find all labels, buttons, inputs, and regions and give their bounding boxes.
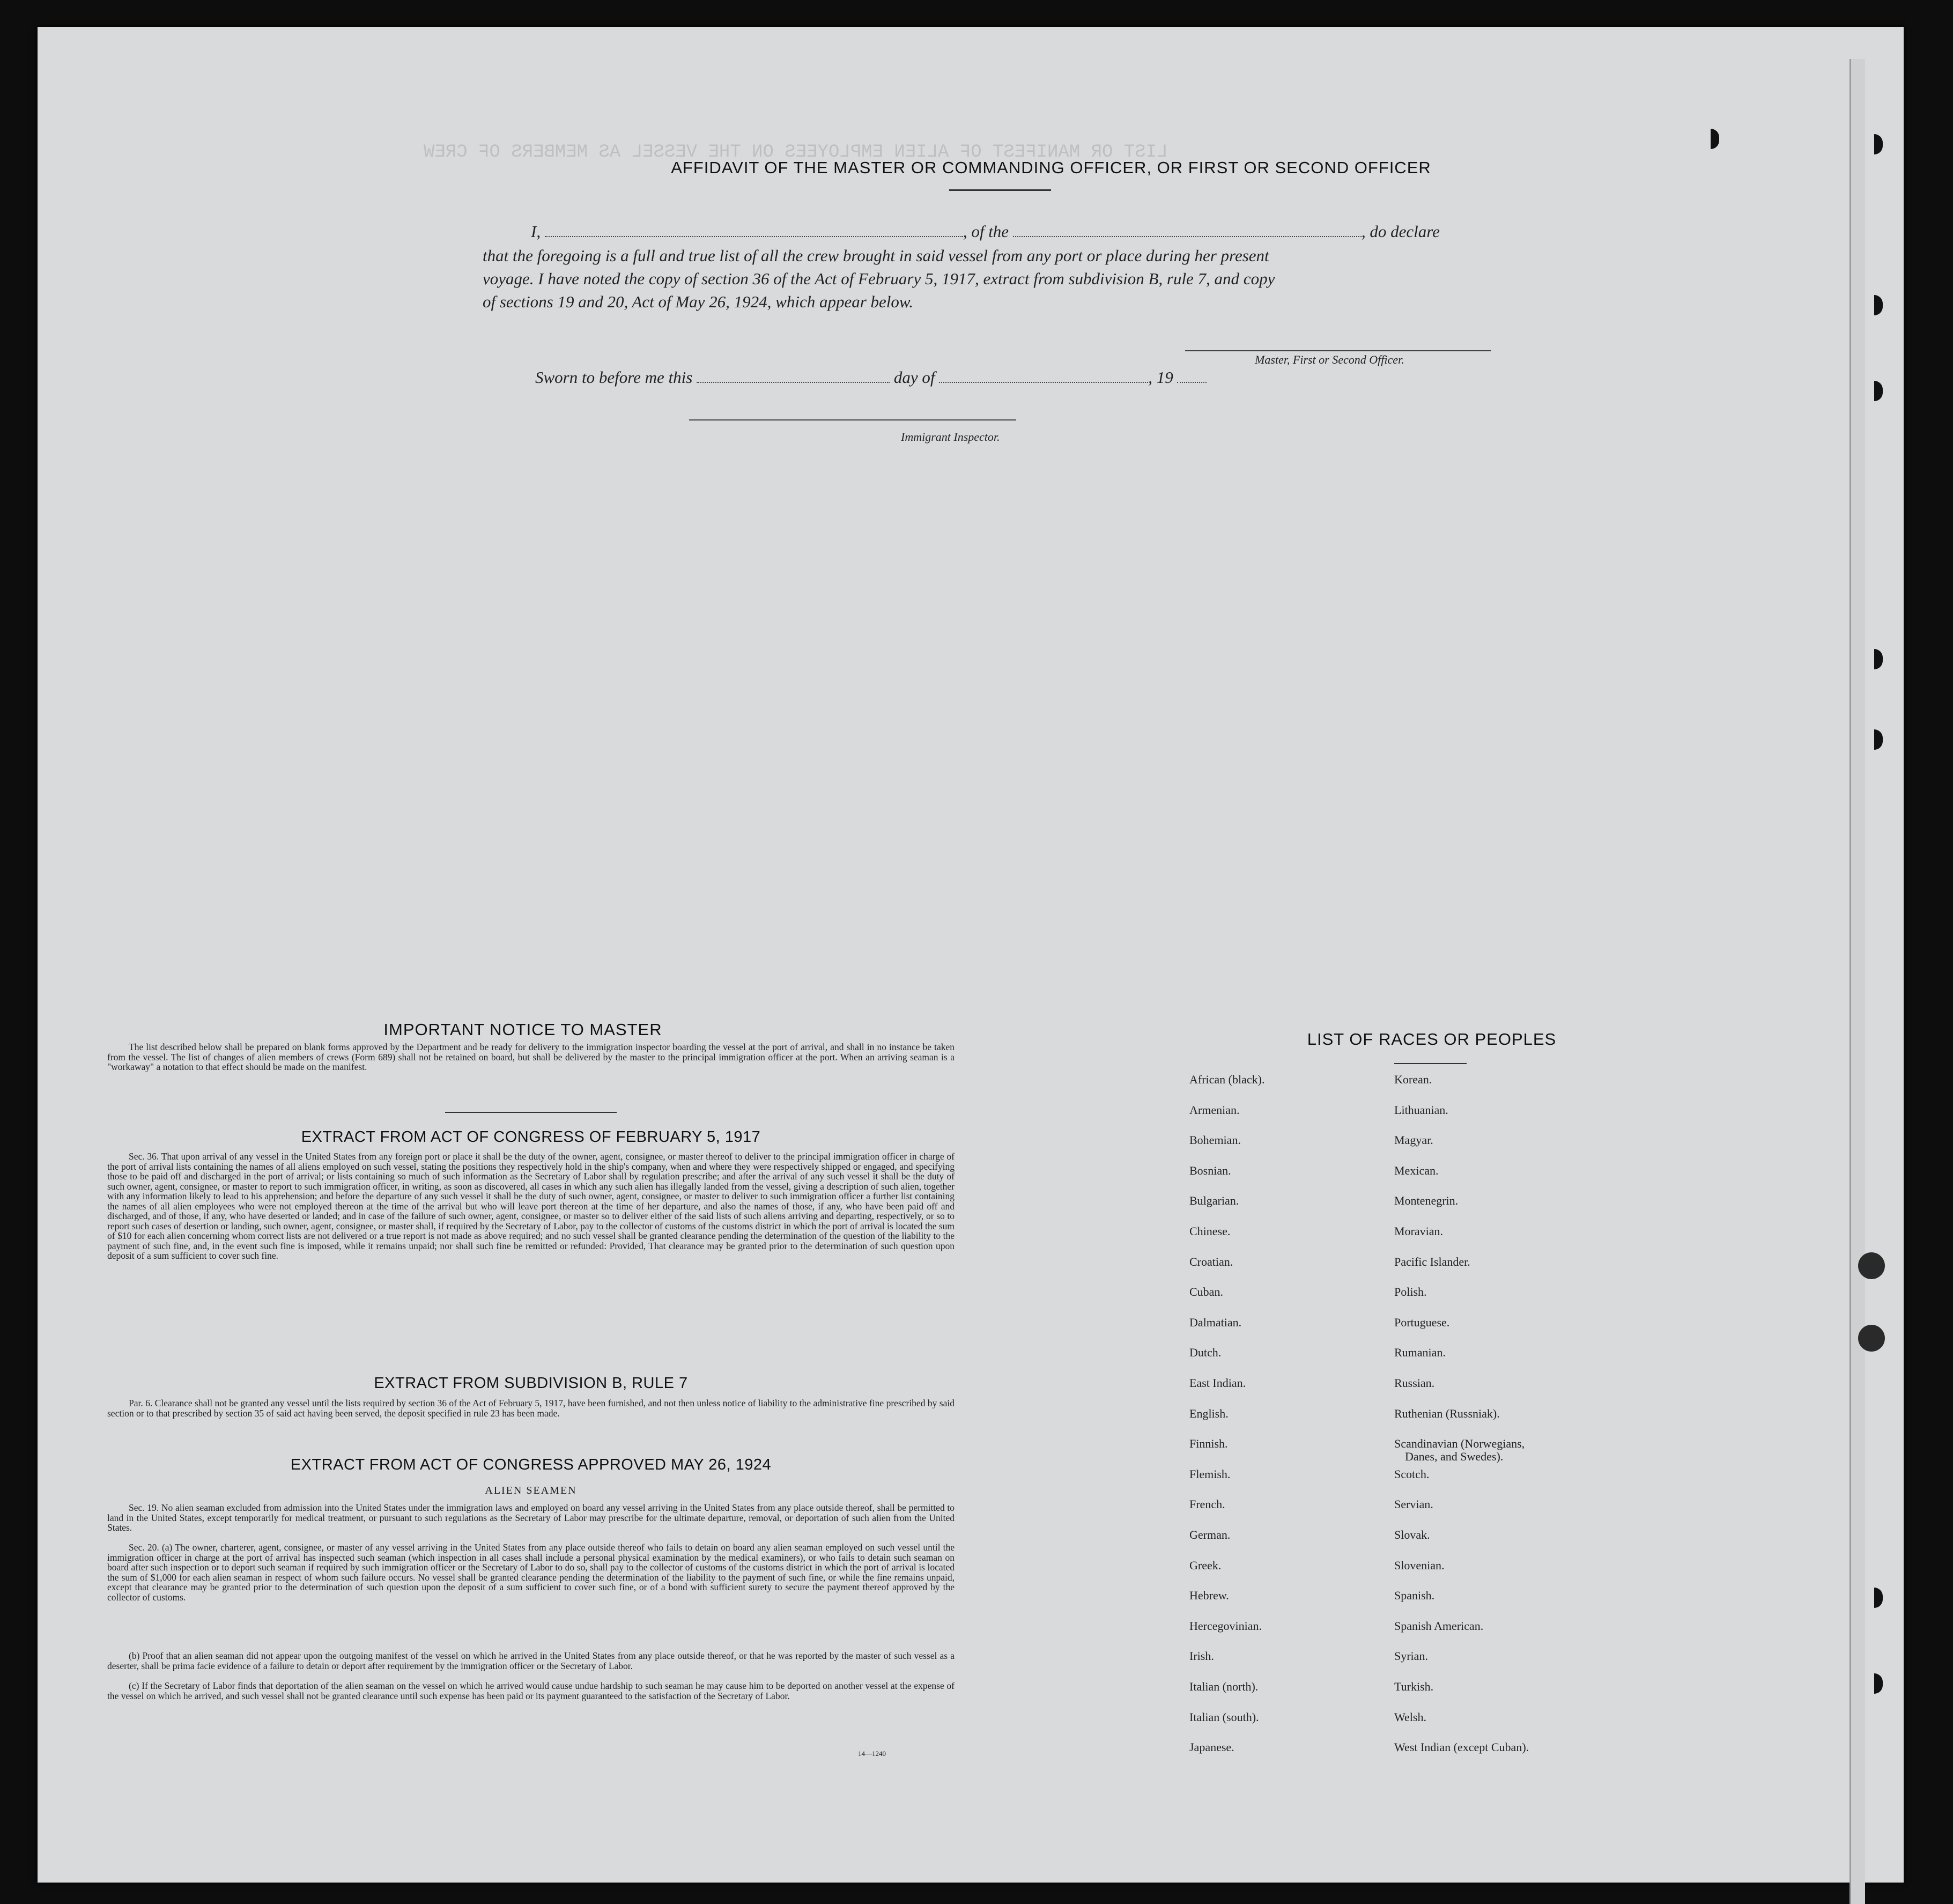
inspector-signature-line[interactable] — [689, 419, 1016, 420]
race-item: Spanish American. — [1394, 1619, 1484, 1633]
stacked-page-edge — [1850, 59, 1865, 1904]
binder-hole — [1874, 295, 1883, 315]
extract-1924-sec20b: (b) Proof that an alien seaman did not appear upon the outgoing manifest of the vessel on which he arrived in the United States from any place outside thereof, or that he was reported by the master of such vessel as a deserter, shall be prima facie evidence of a failure to detain or deport after requirement by the immigration officer or the Secretary of Labor. — [107, 1650, 955, 1671]
binder-hole — [1874, 134, 1883, 154]
binder-hole — [1874, 381, 1883, 401]
race-item: Hebrew. — [1189, 1589, 1229, 1603]
race-item: Servian. — [1394, 1497, 1433, 1511]
race-item: Lithuanian. — [1394, 1103, 1448, 1117]
binder-hole — [1874, 649, 1883, 669]
race-item: Ruthenian (Russniak). — [1394, 1406, 1500, 1420]
race-item: Scandinavian (Norwegians, — [1394, 1437, 1525, 1451]
race-item: Chinese. — [1189, 1224, 1231, 1238]
master-signature-line[interactable] — [1185, 350, 1491, 351]
affidavit-of-the-label: , of the — [963, 222, 1009, 241]
race-item: Armenian. — [1189, 1103, 1240, 1117]
sworn-day-field[interactable] — [697, 382, 890, 383]
race-item: Italian (south). — [1189, 1710, 1259, 1724]
affidavit-do-declare-label: , do declare — [1361, 222, 1440, 241]
race-item: Irish. — [1189, 1649, 1214, 1663]
master-signature-caption: Master, First or Second Officer. — [1255, 353, 1404, 366]
affidavit-text-line-2: voyage. I have noted the copy of section 36 of the Act of February 5, 1917, extract from subdivision B, rule 7, and copy — [483, 269, 1275, 288]
race-item: Portuguese. — [1394, 1315, 1450, 1329]
race-item: Bohemian. — [1189, 1133, 1241, 1147]
race-item: Danes, and Swedes). — [1405, 1450, 1504, 1464]
race-item: Magyar. — [1394, 1133, 1433, 1147]
vessel-name-field[interactable] — [1013, 236, 1362, 237]
sworn-line — [535, 366, 1207, 389]
binder-hole — [1858, 1325, 1885, 1352]
extract-1924-sec20c: (c) If the Secretary of Labor finds that deportation of the alien seaman on the vessel on which he arrived would cause undue hardship to such seaman he may cause him to be deported on another vessel at the expense of the vessel on which he arrived, and such vessel shall not be granted clearance until such expense has been paid or its payment guaranteed to the satisfaction of the Secretary of Labor. — [107, 1680, 955, 1701]
binder-hole — [1858, 1252, 1885, 1279]
extract-1917-title: EXTRACT FROM ACT OF CONGRESS OF FEBRUARY 5, 1917 — [301, 1128, 761, 1146]
year-prefix-label: , 19 — [1148, 368, 1173, 387]
race-item: Slovak. — [1394, 1528, 1430, 1541]
races-title: LIST OF RACES OR PEOPLES — [1307, 1030, 1557, 1049]
day-of-label: day of — [893, 368, 935, 387]
race-item: Turkish. — [1394, 1680, 1434, 1693]
affidavit-text-line-1: that the foregoing is a full and true list of all the crew brought in said vessel from any port or place during her present — [483, 246, 1269, 265]
document-page — [38, 27, 1904, 1883]
race-item: Finnish. — [1189, 1437, 1228, 1451]
race-item: Cuban. — [1189, 1285, 1223, 1299]
extract-1917-body: Sec. 36. That upon arrival of any vessel in the United States from any foreign port or place it shall be the duty of the owner, agent, consignee, or master thereof to deliver to the principal immigration officer in charge of the port of arrival lists containing the names of all aliens employed on such vessel, stating the positions they respectively hold in the ship's company, when and where they were respectively shipped or engaged, and specifying those to be paid off and discharged in the port of arrival; or lists containing so much of such information as the Secretary of Labor shall by regulation prescribe; and after the arrival of any such vessel it shall be the duty of such owner, agent, consignee, or master to report to such immigration officer, in writing, as soon as discovered, all cases in which any such alien has illegally landed from the vessel, giving a description of such alien, together with any information likely to lead to his apprehension; and before the departure of any such vessel it shall be the duty of such owner, agent, consignee, or master to deliver to such immigration officer a further list containing the names of all alien employees who were not employed thereon at the time of the arrival but who will leave port thereon at the time of her departure, and also the names of those, if any, who have been paid off and discharged, and of those, if any, who have deserted or landed; and in case of the failure of such owner, agent, consignee, or master so to deliver either of the said lists of such aliens arriving and departing, respectively, or so to report such cases of desertion or landing, such owner, agent, consignee, or master shall, if required by the Secretary of Labor, pay to the collector of customs of the customs district in which the port of arrival is located the sum of $10 for each alien concerning whom correct lists are not delivered or a true report is not made as above required; and no such vessel shall be granted clearance pending the determination of the question of the liability to the payment of such fine, and, in the event such fine is imposed, while it remains unpaid; nor shall such fine be remitted or refunded: Provided, That clearance may be granted prior to the determination of such question upon deposit of a sum sufficient to cover such fine. — [107, 1151, 955, 1261]
officer-name-field[interactable] — [545, 236, 963, 237]
race-item: Korean. — [1394, 1073, 1432, 1086]
affidavit-title-rule — [949, 189, 1051, 191]
race-item: Slovenian. — [1394, 1558, 1445, 1572]
affidavit-title: AFFIDAVIT OF THE MASTER OR COMMANDING OFFICER, OR FIRST OR SECOND OFFICER — [671, 158, 1431, 177]
race-item: Greek. — [1189, 1558, 1222, 1572]
binder-hole — [1874, 1588, 1883, 1608]
race-item: African (black). — [1189, 1073, 1265, 1086]
race-item: Russian. — [1394, 1376, 1435, 1390]
race-item: Syrian. — [1394, 1649, 1428, 1663]
race-item: English. — [1189, 1406, 1229, 1420]
race-item: Mexican. — [1394, 1163, 1439, 1177]
race-item: Hercegovinian. — [1189, 1619, 1262, 1633]
race-item: Croatian. — [1189, 1254, 1233, 1268]
race-item: Dalmatian. — [1189, 1315, 1242, 1329]
sworn-label: Sworn to before me this — [535, 368, 693, 387]
extract-1924-sec19: Sec. 19. No alien seaman excluded from admission into the United States under the immigration laws and employed on board any vessel arriving in the United States from any place outside thereof, shall be permitted to land in the United States, except temporarily for medical treatment, or pursuant to such regulations as the Secretary of Labor may prescribe for the ultimate departure, removal, or deportation of such alien from the United States. — [107, 1502, 955, 1533]
affidavit-declaration-line — [531, 220, 1560, 243]
bleed-through-heading: LIST OR MANIFEST OF ALIEN EMPLOYEES ON THE VESSEL AS MEMBERS OF CREW — [424, 142, 1168, 163]
race-item: Bosnian. — [1189, 1163, 1231, 1177]
form-number: 14—1240 — [858, 1750, 886, 1758]
race-item: Pacific Islander. — [1394, 1254, 1470, 1268]
race-item: German. — [1189, 1528, 1231, 1541]
rule-7-body: Par. 6. Clearance shall not be granted any vessel until the lists required by section 36 of the Act of February 5, 1917, have been furnished, and not then unless notice of liability to the administrative fine prescribed by said section or to that prescribed by section 35 of said act having been served, the deposit specified in rule 23 has been made. — [107, 1398, 955, 1419]
race-item: Rumanian. — [1394, 1346, 1446, 1360]
race-item: Polish. — [1394, 1285, 1427, 1299]
race-item: East Indian. — [1189, 1376, 1246, 1390]
extract-1924-sec20a: Sec. 20. (a) The owner, charterer, agent, consignee, or master of any vessel arriving in the United States from any place outside thereof who fails to detain on board any alien seaman employed on such vessel until the immigration officer in charge at the port of arrival has inspected such seaman (which inspection in all cases shall include a personal physical examination by the medical examiners), or who fails to detain such seaman on board after such inspection or to deport such seaman if required by such immigration officer or the Secretary of Labor to do so, shall pay to the collector of customs of the customs district in which the port of arrival is located the sum of $1,000 for each alien seaman in respect of whom such failure occurs. No vessel shall be granted clearance pending the determination of the liability to the payment of such fine, or while the fine remains unpaid, except that clearance may be granted prior to the determination of such question upon the deposit of a sum sufficient to cover such fine, or of a bond with sufficient surety to secure the payment thereof approved by the collector of customs. — [107, 1542, 955, 1603]
race-item: Scotch. — [1394, 1467, 1430, 1481]
race-item: Japanese. — [1189, 1740, 1234, 1754]
race-item: Italian (north). — [1189, 1680, 1259, 1693]
notice-rule — [445, 1112, 617, 1113]
race-item: Welsh. — [1394, 1710, 1426, 1724]
sworn-year-field[interactable] — [1177, 382, 1207, 383]
extract-1924-title: EXTRACT FROM ACT OF CONGRESS APPROVED MAY 26, 1924 — [290, 1456, 772, 1473]
sworn-month-field[interactable] — [939, 382, 1148, 383]
inspector-signature-caption: Immigrant Inspector. — [901, 430, 1000, 444]
binder-hole — [1874, 1673, 1883, 1694]
affidavit-text-line-3: of sections 19 and 20, Act of May 26, 1924, which appear below. — [483, 292, 914, 311]
notice-body: The list described below shall be prepared on blank forms approved by the Department and be ready for delivery to the immigration inspector boarding the vessel at the port of arrival, and shall in no instance be taken from the vessel. The list of changes of alien members of crews (Form 689) shall not be retained on board, but shall be delivered by the master to the principal immigration officer at the port. When an arriving seaman is a "workaway" a notation to that effect should be made on the manifest. — [107, 1042, 955, 1072]
notice-title: IMPORTANT NOTICE TO MASTER — [383, 1020, 662, 1039]
race-item: Moravian. — [1394, 1224, 1444, 1238]
race-item: Montenegrin. — [1394, 1194, 1459, 1208]
race-item: Spanish. — [1394, 1589, 1435, 1603]
race-item: Dutch. — [1189, 1346, 1222, 1360]
rule-7-title: EXTRACT FROM SUBDIVISION B, RULE 7 — [374, 1375, 688, 1392]
race-item: Bulgarian. — [1189, 1194, 1239, 1208]
race-item: French. — [1189, 1497, 1225, 1511]
binder-hole — [1874, 729, 1883, 750]
alien-seamen-subtitle: ALIEN SEAMEN — [485, 1485, 577, 1496]
affidavit-i-label: I, — [531, 222, 541, 241]
race-item: West Indian (except Cuban). — [1394, 1740, 1529, 1754]
race-item: Flemish. — [1189, 1467, 1231, 1481]
binder-hole — [1711, 129, 1719, 149]
races-title-rule — [1394, 1063, 1467, 1064]
